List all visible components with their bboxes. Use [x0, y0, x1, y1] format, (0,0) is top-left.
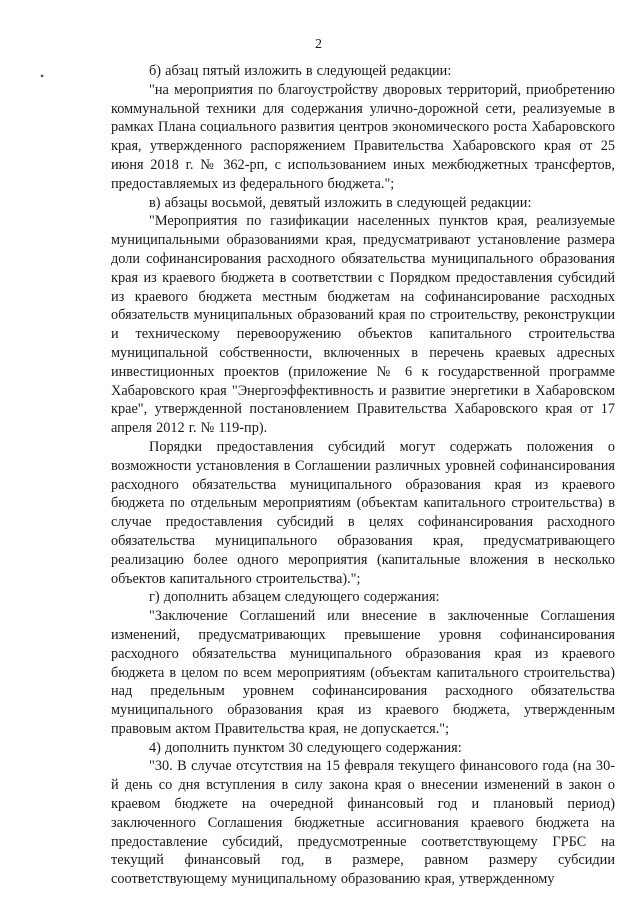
paragraph-procedures: Порядки предоставления субсидий могут содержать положения о возможности установления в Соглашении различных уровней софинансирования расходного обязательства муниципального образования края из краевого бюджета по отдельным мероприятиям (объектам капитального строительства) в случае предоставления субсидий в целях софинансирования расходного обязательства муниципального образования края, предусматривающего реализацию более одного мероприятия (капитальные вложения в несколько объектов капитального строительства).";: [111, 438, 615, 587]
page-number: 2: [315, 37, 322, 52]
paragraph-point-30: "30. В случае отсутствия на 15 февраля текущего финансового года (на 30-й день со дня вступления в силу закона края о внесении изменений в закон о краевом бюджете на очередной финансовый год и плановый период) заключенного Соглашения бюджетные ассигнования краевого бюджета на предоставление субсидий, предусмотренные соответствующему ГРБС на текущий финансовый год, в размере, равном размеру субсидии соответствующему муниципальному образованию края, утвержденному: [111, 758, 615, 888]
paragraph-quote-agreements: "Заключение Соглашений или внесение в заключенные Соглашения изменений, предусматривающих превышение уровня софинансирования расходного обязательства муниципального образования края из краевого бюджета в целом по всем мероприятиям (объектам капитального строительства) над предельным уровнем софинансирования расходного обязательства муниципального образования края из краевого бюджета, утвержденным правовым актом Правительства края, не допускается.";: [111, 608, 615, 737]
paragraph-quote-gasification: "Мероприятия по газификации населенных пунктов края, реализуемые муниципальными образованиями края, предусматривают установление размера доли софинансирования расходного обязательства муниципального образования края из краевого бюджета в соответствии с Порядком предоставления субсидий из краевого бюджета местным бюджетам на софинансирование расходных обязательств муниципальных образований края по строительству, реконструкции и техническому перевооружению объектов капитального строительства муниципальной собственности, включенных в перечень краевых адресных инвестиционных проектов (приложение № 6 к государственной программе Хабаровского края "Энергоэффективность и развитие энергетики в Хабаровском крае", утвержденной постановлением Правительства Хабаровского края от 17 апреля 2012 г. № 119-пр).: [111, 213, 615, 437]
paragraph-quote-improvement: "на мероприятия по благоустройству дворовых территорий, приобретению коммунальной техники для содержания улично-дорожной сети, реализуемые в рамках Плана социального развития центров экономического роста Хабаровского края, утвержденного распоряжением Правительства Хабаровского края от 25 июня 2018 г. № 362-рп, с использованием иных межбюджетных трансфертов, предоставляемых из федерального бюджета.";: [111, 81, 615, 192]
paragraph-item-v: в) абзацы восьмой, девятый изложить в следующей редакции:: [149, 194, 532, 211]
paragraph-item-b: б) абзац пятый изложить в следующей редакции:: [149, 63, 452, 79]
document-body: [111, 62, 615, 889]
margin-mark: •: [40, 69, 45, 83]
paragraph-item-4: 4) дополнить пунктом 30 следующего содержания:: [149, 739, 462, 756]
paragraph-item-g: г) дополнить абзацем следующего содержания:: [149, 589, 440, 606]
